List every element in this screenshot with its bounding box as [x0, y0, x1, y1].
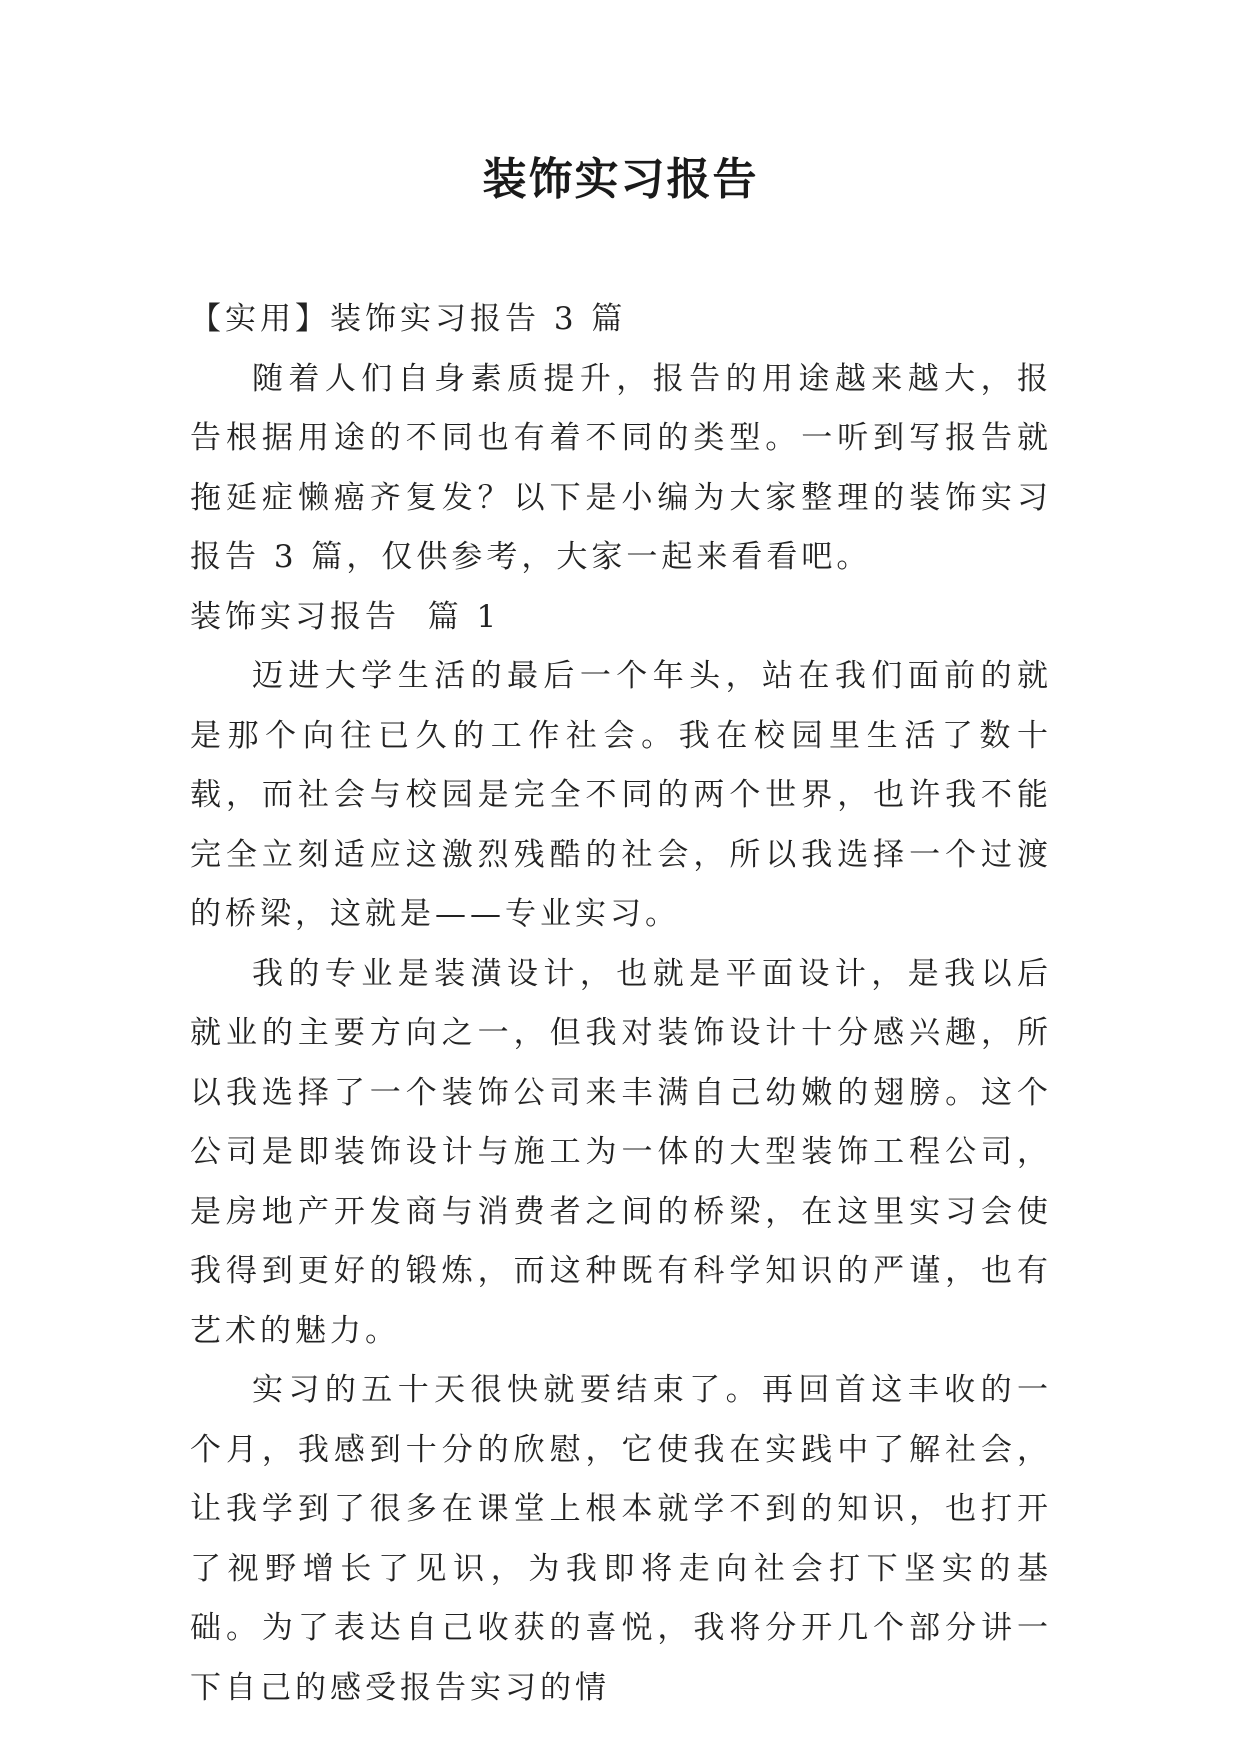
section-heading: 装饰实习报告 篇 1 [190, 598, 501, 635]
document-body [190, 290, 1052, 1718]
document-title: 装饰实习报告 [482, 154, 759, 205]
body-paragraph: 迈进大学生活的最后一个年头，站在我们面前的就是那个向往已久的工作社会。我在校园里生活了数十载，而社会与校园是完全不同的两个世界，也许我不能完全立刻适应这激烈残酷的社会，所以我选择一个过渡的桥梁，这就是——专业实习。 [190, 658, 1052, 932]
document-subtitle: 【实用】装饰实习报告 3 篇 [190, 301, 627, 337]
intro-paragraph: 随着人们自身素质提升，报告的用途越来越大，报告根据用途的不同也有着不同的类型。一听到写报告就拖延症懒癌齐复发？以下是小编为大家整理的装饰实习报告 3 篇，仅供参考，大家一起来看看吧。 [190, 360, 1052, 575]
body-paragraph: 我的专业是装潢设计，也就是平面设计，是我以后就业的主要方向之一，但我对装饰设计十分感兴趣，所以我选择了一个装饰公司来丰满自己幼嫩的翅膀。这个公司是即装饰设计与施工为一体的大型装饰工程公司，是房地产开发商与消费者之间的桥梁，在这里实习会使我得到更好的锻炼，而这种既有科学知识的严谨，也有艺术的魅力。 [190, 955, 1052, 1349]
body-paragraph: 实习的五十天很快就要结束了。再回首这丰收的一个月，我感到十分的欣慰，它使我在实践中了解社会，让我学到了很多在课堂上根本就学不到的知识，也打开了视野增长了见识，为我即将走向社会打下坚实的基础。为了表达自己收获的喜悦，我将分开几个部分讲一下自己的感受报告实习的情 [190, 1372, 1052, 1706]
